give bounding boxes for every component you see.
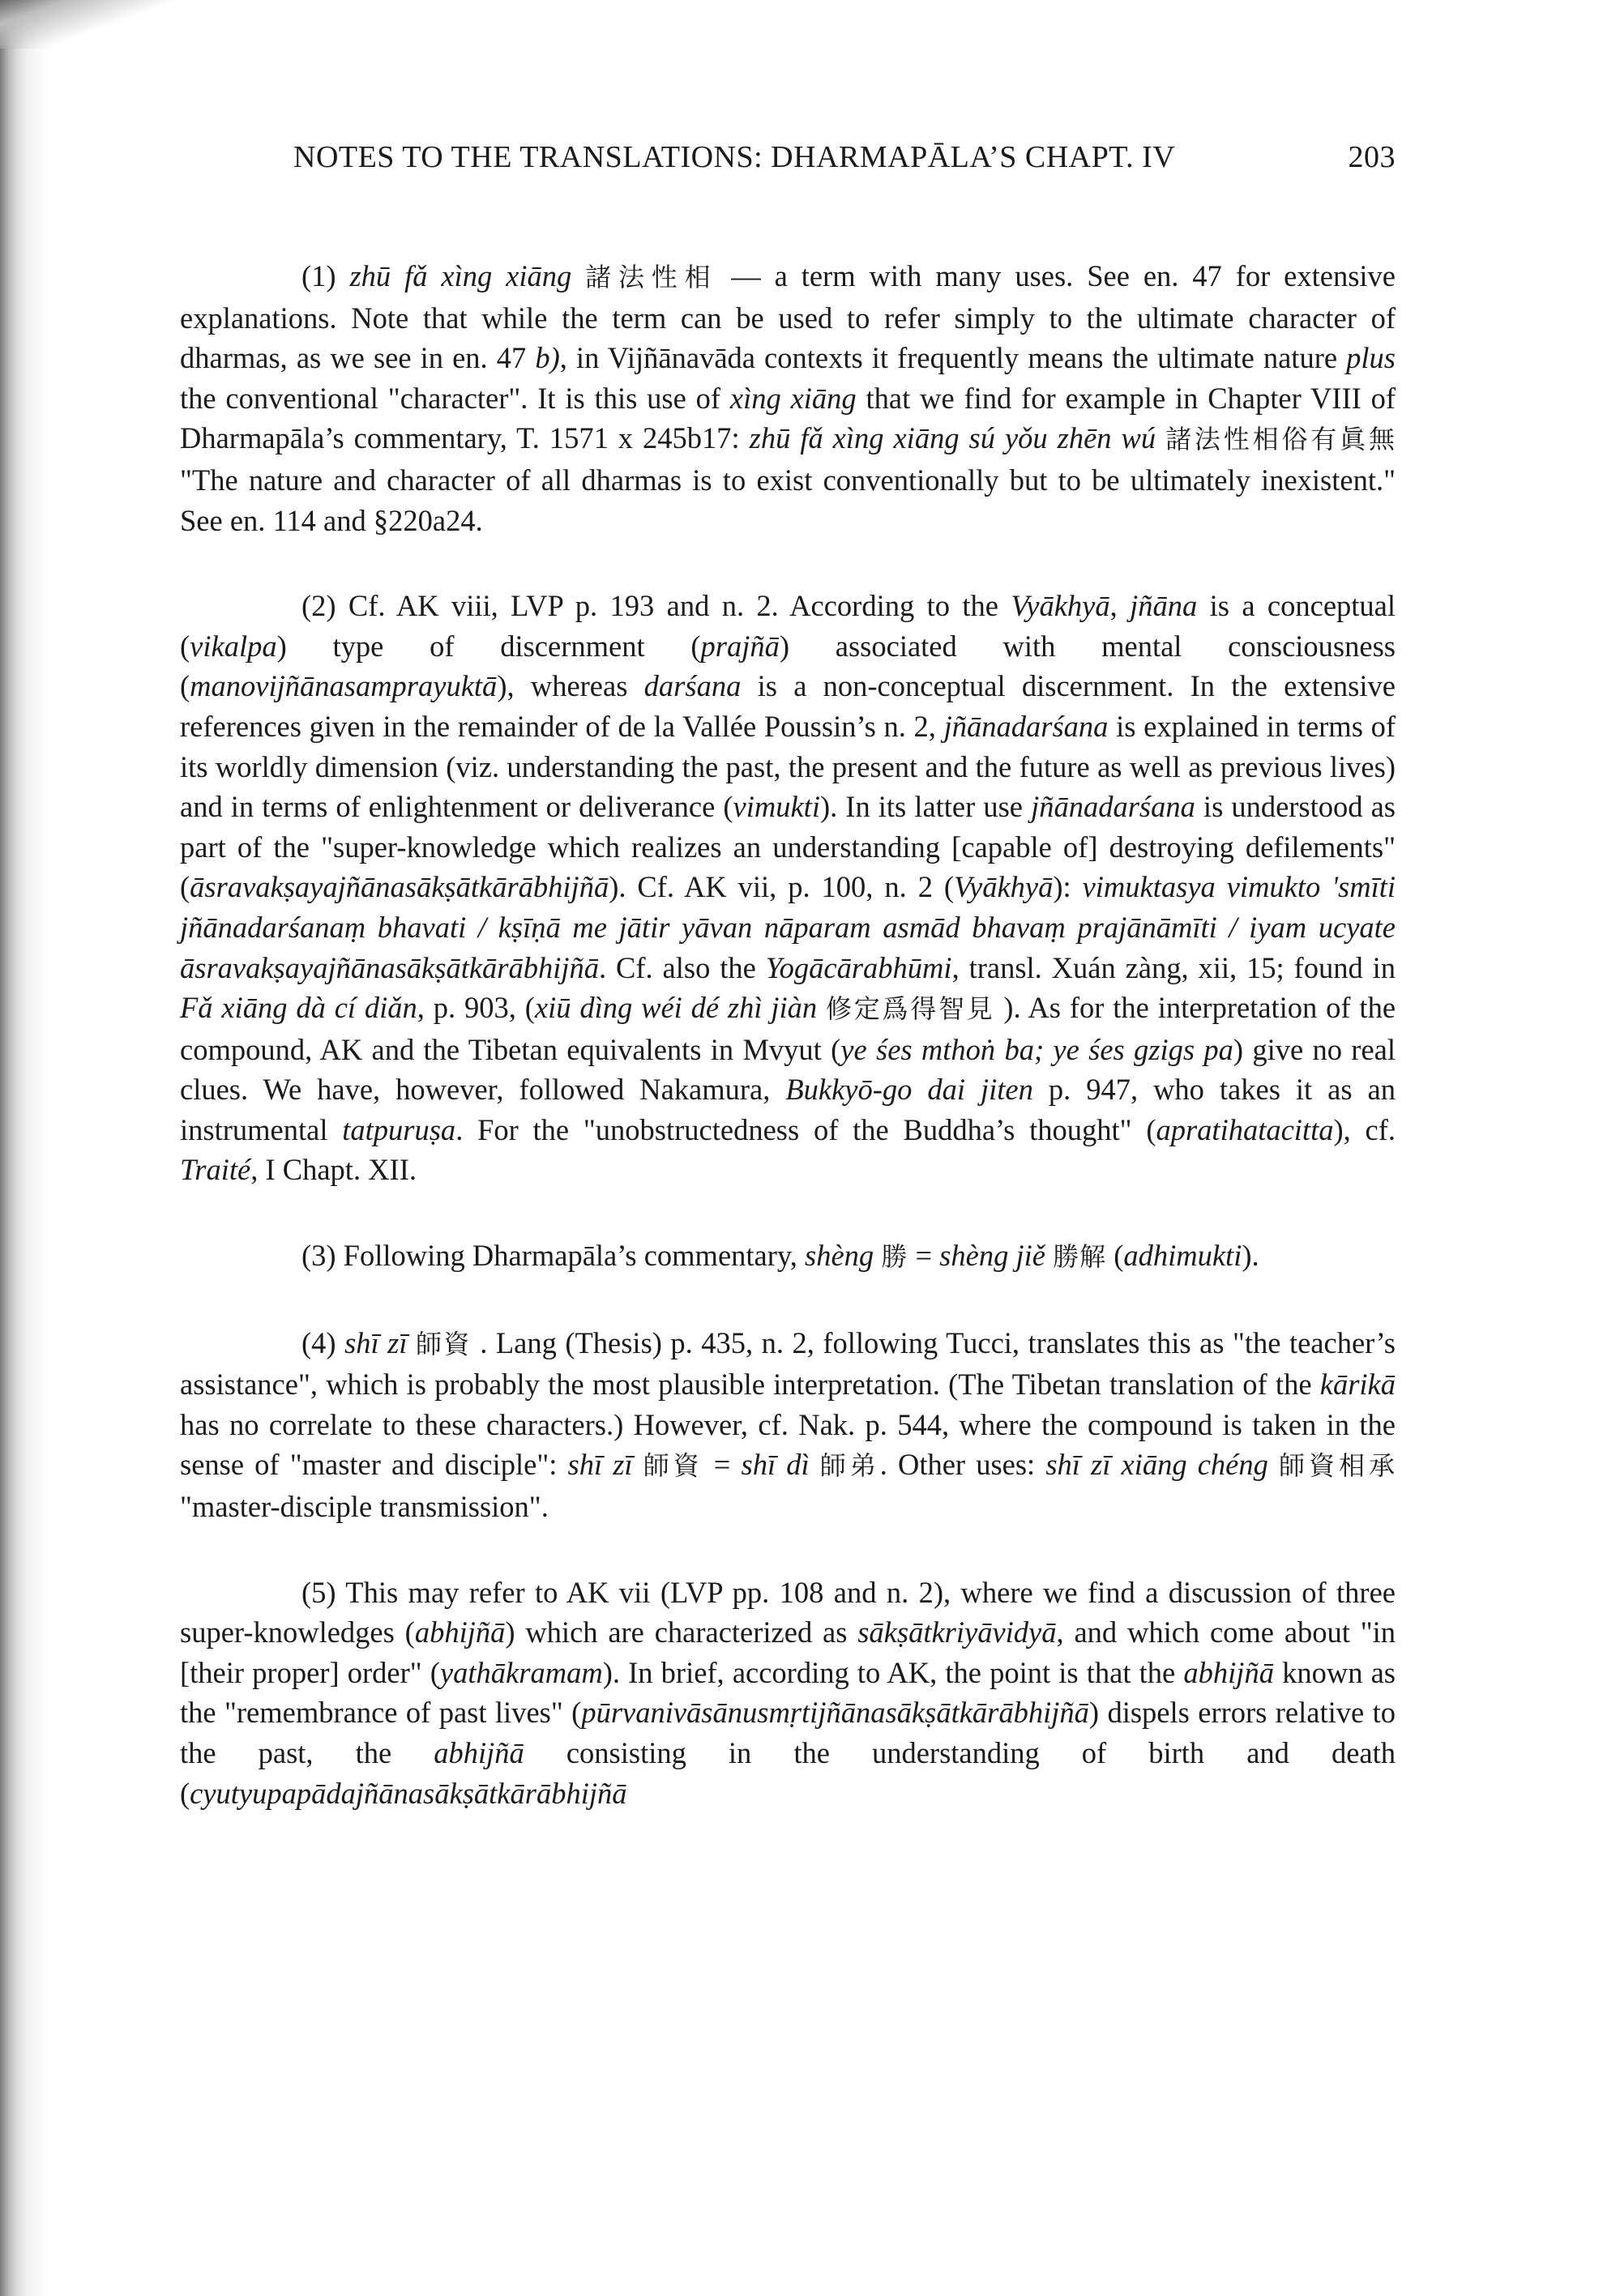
note-text: has no correlate to these characters.) However, cf. Nak. p. 544, where the compound is taken in the sense of "master and disciple":	[180, 1407, 1396, 1482]
note-text: (2) Cf. AK viii, LVP p. 193 and n. 2. According to the	[301, 589, 1011, 623]
note-1	[180, 256, 1396, 540]
note-text: , in Vijñānavāda contexts it frequently means the ultimate nature	[559, 341, 1347, 375]
note-text: (5) This may refer to AK vii (LVP pp. 108 and n. 2), where we find a discussion of three super-knowledges (	[180, 1575, 1396, 1649]
note-text: ) give no real clues. We have, however, followed Nakamura,	[180, 1032, 1396, 1107]
chinese-characters: 勝	[881, 1241, 908, 1273]
note-text: is a conceptual (	[180, 589, 1396, 663]
note-text: ).	[1242, 1239, 1259, 1273]
italic-term: apratihatacitta	[1156, 1112, 1334, 1146]
note-text: . For the "unobstructedness of the Buddha’s thought" (	[455, 1112, 1156, 1146]
chinese-characters: 師資相承	[1279, 1450, 1396, 1482]
italic-term: kārikā	[1319, 1368, 1396, 1402]
italic-term: Yogācārabhūmi	[765, 950, 952, 984]
note-3	[180, 1235, 1396, 1278]
italic-term: zhū fǎ xìng xiāng sú yǒu zhēn wú	[749, 421, 1156, 455]
note-text: =	[703, 1448, 742, 1482]
italic-term: sākṣātkriyāvidyā	[857, 1615, 1057, 1649]
note-text: "The nature and character of all dharmas is to exist conventionally but to be ultimately inexistent." See en. 114 and §220a24.	[180, 463, 1396, 537]
note-text	[1156, 421, 1165, 455]
page-number: 203	[1348, 140, 1396, 174]
note-text: ). As for the interpretation of the compound, AK and the Tibetan equivalents in Mvyut (	[180, 991, 1396, 1066]
chinese-characters: 師資	[643, 1450, 703, 1482]
note-text: ). Cf. AK vii, p. 100, n. 2 (	[609, 870, 955, 904]
note-text: is a non-conceptual discernment. In the extensive references given in the remainder of de la Vallée Poussin’s n. 2,	[180, 669, 1396, 743]
note-text: ):	[1053, 870, 1083, 904]
note-text: ), cf.	[1333, 1112, 1396, 1146]
italic-term: darśana	[643, 669, 742, 703]
italic-term: jñānadarśana	[1031, 790, 1195, 824]
note-text: , and which come about "in [their proper] order" (	[180, 1615, 1396, 1689]
note-text	[1045, 1239, 1053, 1272]
note-text: (3) Following Dharmapāla’s commentary,	[301, 1239, 806, 1273]
italic-term: Bukkyō-go dai jiten	[785, 1073, 1033, 1107]
italic-term: Vyākhyā	[1011, 589, 1110, 623]
note-text: (4)	[301, 1325, 345, 1359]
note-text	[810, 1448, 820, 1481]
italic-term: pūrvanivāsānusmṛtijñānasākṣātkārābhijñā	[581, 1696, 1089, 1730]
note-text: "master-disciple transmission".	[180, 1490, 549, 1524]
note-text	[571, 259, 585, 292]
chinese-characters: 師弟	[819, 1450, 880, 1482]
note-text	[408, 1326, 417, 1359]
note-text	[817, 991, 826, 1024]
italic-term: adhimukti	[1123, 1239, 1242, 1273]
note-text: , transl. Xuán zàng, xii, 15; found in	[951, 950, 1396, 984]
note-text: is explained in terms of its worldly dimension (viz. understanding the past, the present and the future as well as previous lives) and in terms of enlightenment or deliverance (	[180, 709, 1396, 824]
note-text: consisting in the understanding of birth and death (	[180, 1736, 1396, 1810]
italic-term: ye śes mthoṅ ba; ye śes gzigs pa	[840, 1032, 1233, 1066]
note-text: — a term with many uses. See en. 47 for extensive explanations. Note that while the term can be used to refer simply to the ultimate character of dharmas, as we see in en. 47	[180, 259, 1396, 375]
note-text: the conventional "character". It is this use of	[180, 381, 730, 415]
italic-term: abhijñā	[414, 1615, 506, 1649]
page-corner-shadow	[0, 0, 194, 49]
italic-term: Vyākhyā	[954, 870, 1054, 904]
note-text: that we find for example in Chapter VIII of Dharmapāla’s commentary, T. 1571 x 245b17:	[180, 381, 1396, 455]
italic-term: vimukti	[733, 790, 820, 824]
italic-term: prajñā	[700, 629, 780, 663]
italic-term: manovijñānasamprayuktā	[190, 669, 498, 703]
italic-term: shī dì	[741, 1448, 810, 1482]
note-4	[180, 1323, 1396, 1527]
italic-term: āsravakṣayajñānasākṣātkārābhijñā	[190, 870, 609, 904]
notes-body	[180, 256, 1396, 1859]
note-text: , p. 903, (	[417, 991, 535, 1025]
running-title: NOTES TO THE TRANSLATIONS: DHARMAPĀLA’S CHAPT. IV	[293, 140, 1176, 174]
note-2	[180, 586, 1396, 1190]
italic-term: shèng jiě	[939, 1239, 1045, 1273]
italic-term: jñānadarśana	[943, 709, 1109, 743]
note-5	[180, 1573, 1396, 1814]
chinese-characters: 諸法性相	[585, 262, 718, 292]
italic-term: tatpuruṣa	[342, 1112, 456, 1146]
italic-term: Traité	[180, 1153, 251, 1187]
italic-term: yathākramam	[439, 1655, 603, 1689]
italic-term: cyutyupapādajñānasākṣātkārābhijñā	[190, 1776, 627, 1810]
note-text	[874, 1239, 881, 1272]
chinese-characters: 勝解	[1053, 1241, 1107, 1273]
note-text: ,	[1109, 589, 1131, 623]
note-text: ) dispels errors relative to the past, the	[180, 1696, 1396, 1769]
italic-term: xiū dìng wéi dé zhì jiàn	[534, 991, 818, 1025]
chinese-characters: 諸法性相俗有眞無	[1165, 424, 1396, 455]
chinese-characters: 師資	[416, 1328, 472, 1359]
note-text: . Lang (Thesis) p. 435, n. 2, following Tucci, translates this as "the teacher’s assistance", which is probably the most plausible interpretation. (The Tibetan translation of the	[180, 1325, 1396, 1402]
book-spine-shadow	[0, 0, 52, 2296]
note-text: is understood as part of the "super-knowledge which realizes an understanding [capable of] destroying defilements" (	[180, 790, 1396, 904]
chinese-characters: 修定爲得智見	[826, 993, 995, 1025]
note-text: ) which are characterized as	[505, 1615, 858, 1649]
note-text: ). In its latter use	[819, 790, 1032, 824]
italic-term: abhijñā	[434, 1736, 524, 1769]
italic-term: shī zī	[567, 1448, 633, 1482]
italic-term: plus	[1346, 341, 1396, 375]
note-text: known as the "remembrance of past lives" (	[180, 1655, 1396, 1730]
note-text	[1268, 1448, 1279, 1481]
italic-term: shèng	[805, 1239, 874, 1273]
note-text: , I Chapt. XII.	[250, 1153, 417, 1187]
note-text: (	[1106, 1239, 1124, 1273]
note-text: p. 947, who takes it as an instrumental	[180, 1073, 1396, 1146]
italic-term: Fǎ xiāng dà cí diǎn	[180, 991, 417, 1025]
italic-term: b)	[535, 341, 560, 375]
note-text	[633, 1448, 643, 1481]
italic-term: shī zī	[344, 1325, 408, 1359]
note-text: (1)	[301, 259, 350, 292]
italic-term: shī zī xiāng chéng	[1045, 1448, 1268, 1482]
note-text: . Cf. also the	[599, 950, 766, 984]
italic-term: abhijñā	[1183, 1655, 1274, 1689]
note-text: ) type of discernment (	[276, 629, 701, 663]
italic-term: vikalpa	[190, 629, 277, 663]
note-text: ) associated with mental consciousness (	[180, 629, 1396, 703]
note-text: ), whereas	[497, 669, 644, 703]
note-text: . Other uses:	[879, 1448, 1046, 1482]
italic-term: jñāna	[1130, 589, 1198, 623]
italic-term: vimuktasya vimukto 'smīti jñānadarśanaṃ bhavati / kṣīṇā me jātir yāvan nāparam asmād bhavaṃ prajānāmīti / iyam ucyate āsravakṣayajñānasākṣātkārābhijñā	[180, 870, 1396, 984]
italic-term: xìng xiāng	[729, 381, 857, 415]
note-text: ). In brief, according to AK, the point is that the	[602, 1655, 1184, 1689]
note-text: =	[908, 1239, 940, 1273]
italic-term: zhū fǎ xìng xiāng	[349, 259, 572, 292]
